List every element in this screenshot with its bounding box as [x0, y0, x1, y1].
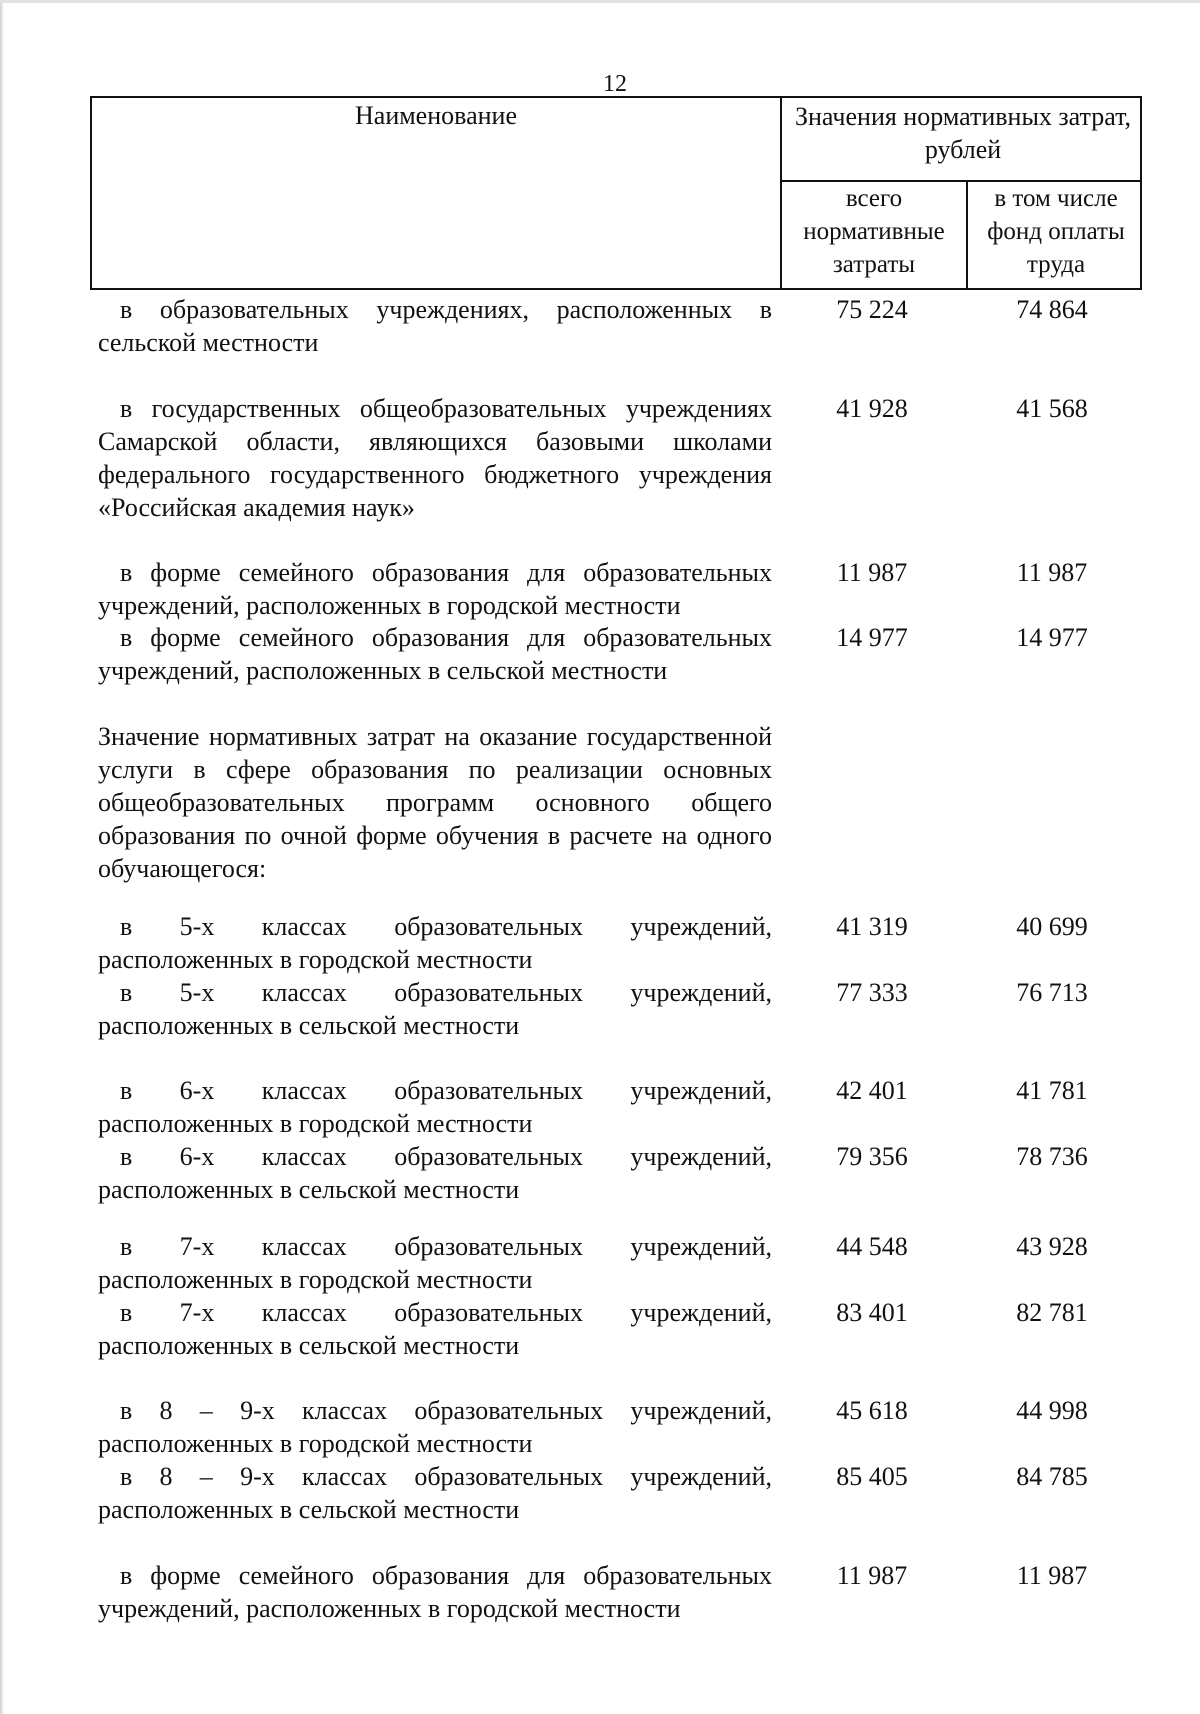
row-wage: 41 781 — [1016, 1076, 1088, 1105]
row-name: в образовательных учреждениях, расположенных в сельской местности — [98, 295, 772, 357]
row-wage: 43 928 — [1016, 1232, 1088, 1261]
row-total: 45 618 — [836, 1396, 908, 1425]
row-wage: 84 785 — [1016, 1462, 1088, 1491]
row-name: в 6-х классах образовательных учреждений, расположенных в городской местности — [98, 1076, 772, 1138]
page-number: 12 — [603, 71, 627, 97]
row-wage: 41 568 — [1016, 394, 1088, 423]
row-name: в форме семейного образования для образовательных учреждений, расположенных в сельской местности — [98, 623, 772, 685]
row-name: в форме семейного образования для образовательных учреждений, расположенных в городской местности — [98, 558, 772, 620]
row-total: 11 987 — [836, 558, 908, 587]
row-name: в 8 – 9-х классах образовательных учреждений, расположенных в городской местности — [98, 1396, 772, 1458]
header-total: всего нормативные затраты — [803, 185, 945, 278]
row-name: в 7-х классах образовательных учреждений, расположенных в городской местности — [98, 1232, 772, 1294]
row-name: в 6-х классах образовательных учреждений, расположенных в сельской местности — [98, 1142, 772, 1204]
row-name: в 5-х классах образовательных учреждений, расположенных в городской местности — [98, 912, 772, 974]
scan-edge — [0, 0, 4, 1714]
header-name: Наименование — [355, 101, 517, 130]
header-values: Значения нормативных затрат, рублей — [794, 102, 1132, 164]
row-wage: 14 977 — [1016, 623, 1088, 652]
row-wage: 11 987 — [1016, 558, 1088, 587]
row-total: 75 224 — [836, 295, 908, 324]
row-total: 79 356 — [836, 1142, 908, 1171]
row-total: 42 401 — [836, 1076, 908, 1105]
row-wage: 44 998 — [1016, 1396, 1088, 1425]
row-wage: 76 713 — [1016, 978, 1088, 1007]
row-name: в 5-х классах образовательных учреждений, расположенных в сельской местности — [98, 978, 772, 1040]
row-name: в 7-х классах образовательных учреждений, расположенных в сельской местности — [98, 1298, 772, 1360]
row-name: в форме семейного образования для образовательных учреждений, расположенных в городской местности — [98, 1561, 772, 1623]
row-total: 44 548 — [836, 1232, 908, 1261]
header-wage-fund: в том числе фонд оплаты труда — [987, 185, 1125, 278]
row-wage: 74 864 — [1016, 295, 1088, 324]
row-total: 83 401 — [836, 1298, 908, 1327]
section-heading: Значение нормативных затрат на оказание государственной услуги в сфере образования по реализации основных общеобразовательных программ основного общего образования по очной форме обучения в расчете на одного обучающегося: — [98, 722, 772, 883]
row-total: 41 928 — [836, 394, 908, 423]
row-total: 11 987 — [836, 1561, 908, 1590]
row-total: 14 977 — [836, 623, 908, 652]
row-total: 85 405 — [836, 1462, 908, 1491]
table-header — [90, 96, 1142, 290]
row-total: 77 333 — [836, 978, 908, 1007]
scan-top-edge — [0, 0, 1200, 3]
row-wage: 11 987 — [1016, 1561, 1088, 1590]
row-wage: 40 699 — [1016, 912, 1088, 941]
row-total: 41 319 — [836, 912, 908, 941]
row-wage: 78 736 — [1016, 1142, 1088, 1171]
row-name: в 8 – 9-х классах образовательных учреждений, расположенных в сельской местности — [98, 1462, 772, 1524]
row-name: в государственных общеобразовательных учреждениях Самарской области, являющихся базовыми школами федерального государственного бюджетного учреждения «Российская академия наук» — [98, 394, 772, 522]
row-wage: 82 781 — [1016, 1298, 1088, 1327]
